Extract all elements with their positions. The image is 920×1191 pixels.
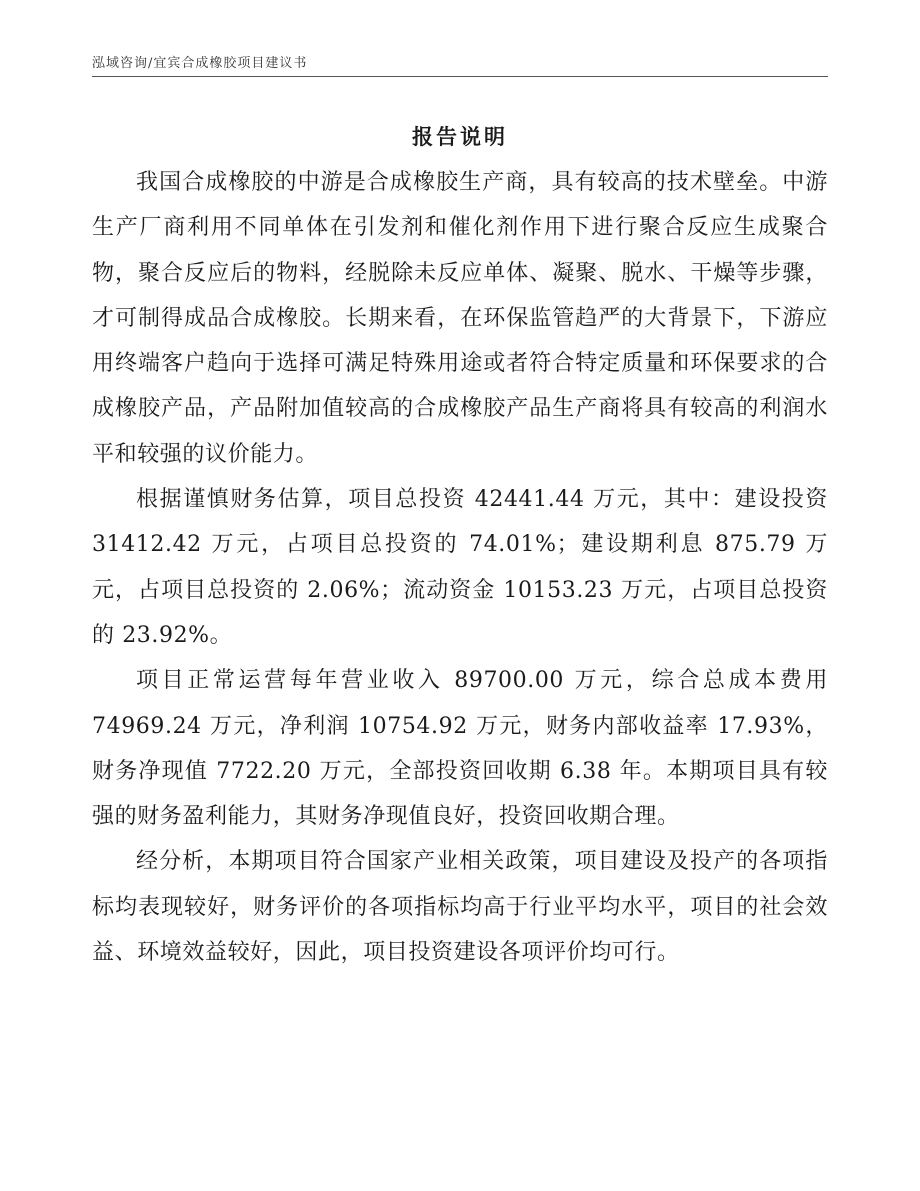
paragraph-investment-estimate: 根据谨慎财务估算，项目总投资 42441.44 万元，其中：建设投资 31412.42 万元，占项目总投资的 74.01%；建设期利息 875.79 万元，占项目总投资的 2.06%；流动资金 10153.23 万元，占项目总投资的 23.92%。 (92, 487, 828, 648)
page-title: 报告说明 (412, 124, 508, 149)
paragraph-conclusion: 经分析，本期项目符合国家产业相关政策，项目建设及投产的各项指标均表现较好，财务评价的各项指标均高于行业平均水平，项目的社会效益、环境效益较好，因此，项目投资建设各项评价均可行。 (92, 849, 828, 966)
paragraph-industry-overview: 我国合成橡胶的中游是合成橡胶生产商，具有较高的技术壁垒。中游生产厂商利用不同单体在引发剂和催化剂作用下进行聚合反应生成聚合物，聚合反应后的物料，经脱除未反应单体、凝聚、脱水、干燥等步骤，才可制得成品合成橡胶。长期来看，在环保监管趋严的大背景下，下游应用终端客户趋向于选择可满足特殊用途或者符合特定质量和环保要求的合成橡胶产品，产品附加值较高的合成橡胶产品生产商将具有较高的利润水平和较强的议价能力。 (92, 170, 828, 467)
header-divider (92, 76, 828, 77)
paragraph-financial-returns: 项目正常运营每年营业收入 89700.00 万元，综合总成本费用 74969.24 万元，净利润 10754.92 万元，财务内部收益率 17.93%，财务净现值 7722.20 万元，全部投资回收期 6.38 年。本期项目具有较强的财务盈利能力，其财务净现值良好，投资回收期合理。 (92, 668, 828, 830)
report-body (92, 160, 828, 975)
running-header: 泓域咨询/宜宾合成橡胶项目建议书 (92, 56, 308, 71)
